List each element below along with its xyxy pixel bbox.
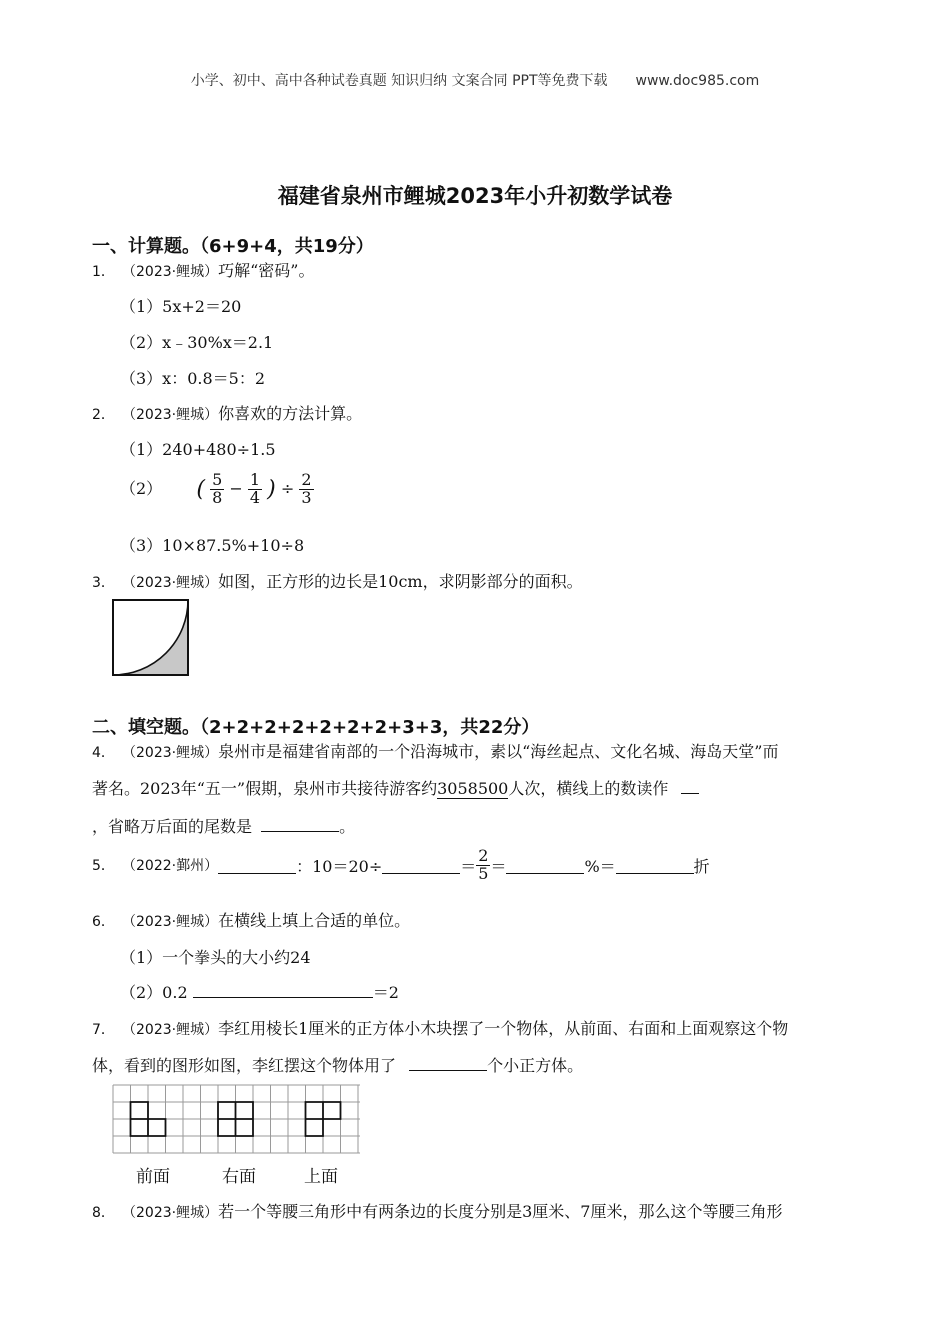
- square-quarter-circle-figure: [111, 598, 191, 678]
- numerator: 5: [212, 470, 223, 489]
- answer-blank[interactable]: [616, 857, 694, 874]
- view-label-front: 前面: [136, 1167, 170, 1187]
- question-number: 6．: [92, 914, 115, 930]
- view-label-top: 上面: [304, 1167, 338, 1187]
- question-text: ：10＝20÷: [296, 856, 383, 876]
- question-5: [92, 848, 710, 883]
- answer-blank[interactable]: [409, 1054, 487, 1071]
- question-4: [92, 739, 778, 762]
- question-text: 如图，正方形的边长是10cm，求阴影部分的面积。: [218, 572, 583, 591]
- question-1: [92, 258, 314, 281]
- question-source: （2023·鲤城）: [122, 264, 219, 280]
- fraction: [476, 848, 490, 883]
- q6-part-1: （1）一个拳头的大小约24: [120, 948, 311, 967]
- question-source: （2023·鲤城）: [122, 1205, 219, 1221]
- q2-part-2-label: （2）: [120, 478, 163, 498]
- question-number: 2．: [92, 407, 115, 423]
- question-number: 5．: [92, 858, 115, 875]
- question-source: （2022·鄞州）: [122, 858, 219, 875]
- header-site[interactable]: www.doc985.com: [635, 73, 760, 89]
- question-text: 巧解“密码”。: [218, 261, 315, 280]
- answer-blank[interactable]: [506, 857, 584, 874]
- question-source: （2023·鲤城）: [122, 745, 219, 761]
- question-text: 折: [693, 856, 710, 876]
- equals-sign: ＝: [460, 856, 477, 876]
- question-text: 个小正方体。: [487, 1056, 584, 1075]
- q1-part-1: （1）5x+2＝20: [120, 297, 242, 316]
- question-text: 著名。2023年“五一”假期，泉州市共接待游客约: [92, 779, 438, 798]
- minus-sign: −: [229, 478, 243, 498]
- question-3: [92, 569, 583, 592]
- question-4-line-2: [92, 776, 699, 799]
- answer-blank[interactable]: [382, 857, 460, 874]
- q1-part-3: （3）x：0.8＝5：2: [120, 369, 266, 388]
- question-7: [92, 1016, 788, 1039]
- paren-close: ): [267, 476, 276, 502]
- question-text: 人次，横线上的数读作: [508, 779, 669, 798]
- q2-part-3: （3）10×87.5%+10÷8: [120, 536, 305, 555]
- question-text: ，省略万后面的尾数是: [92, 817, 253, 836]
- answer-blank[interactable]: [218, 857, 296, 874]
- question-number: 3．: [92, 575, 115, 591]
- q1-part-2: （2）x﹣30%x＝2.1: [120, 333, 274, 352]
- numerator: 2: [301, 470, 312, 489]
- fraction: [210, 472, 224, 507]
- question-source: （2023·鲤城）: [122, 575, 219, 591]
- question-text: 你喜欢的方法计算。: [218, 404, 363, 423]
- numerator: 2: [478, 846, 489, 865]
- question-number: 1．: [92, 264, 115, 280]
- right-view-shape: [218, 1102, 253, 1136]
- top-view-shape: [306, 1102, 341, 1136]
- answer-blank[interactable]: [681, 777, 699, 794]
- question-text: 若一个等腰三角形中有两条边的长度分别是3厘米、7厘米，那么这个等腰三角形: [218, 1202, 783, 1221]
- q2-part-1: （1）240+480÷1.5: [120, 440, 276, 459]
- question-source: （2023·鲤城）: [122, 914, 219, 930]
- question-text: 体，看到的图形如图，李红摆这个物体用了: [92, 1056, 397, 1075]
- denominator: 3: [301, 487, 312, 507]
- question-source: （2023·鲤城）: [122, 407, 219, 423]
- fraction: [248, 472, 262, 507]
- question-number: 7．: [92, 1022, 115, 1038]
- divide-sign: ÷: [280, 478, 295, 498]
- answer-blank[interactable]: [193, 981, 373, 998]
- denominator: 4: [249, 487, 261, 507]
- question-8: [92, 1199, 782, 1222]
- q6-part-2: [120, 980, 399, 1003]
- numerator: 1: [249, 470, 261, 489]
- question-text: ＝2: [372, 983, 399, 1002]
- section-2-heading: 二、填空题。（2+2+2+2+2+2+2+3+3，共22分）: [92, 717, 540, 738]
- question-text: 泉州市是福建省南部的一个沿海城市，素以“海丝起点、文化名城、海岛天堂”而: [218, 742, 779, 761]
- denominator: 5: [478, 863, 489, 883]
- underlined-number: 3058500: [437, 779, 509, 798]
- question-6: [92, 908, 410, 931]
- paren-open: (: [196, 476, 205, 502]
- question-number: 4．: [92, 745, 115, 761]
- question-7-line-2: [92, 1053, 583, 1076]
- question-4-line-3: [92, 814, 355, 837]
- question-source: （2023·鲤城）: [122, 1022, 219, 1038]
- fraction: [299, 472, 313, 507]
- shaded-region: [113, 600, 188, 675]
- front-view-shape: [131, 1102, 166, 1136]
- page-title: 福建省泉州市鲤城2023年小升初数学试卷: [277, 184, 673, 208]
- view-label-right: 右面: [222, 1167, 256, 1187]
- question-text: （2）0.2: [120, 983, 188, 1002]
- equals-sign: ＝: [490, 856, 507, 876]
- question-text: 李红用棱长1厘米的正方体小木块摆了一个物体，从前面、右面和上面观察这个物: [218, 1019, 789, 1038]
- q2-part-2: [120, 472, 314, 507]
- question-number: 8．: [92, 1205, 115, 1221]
- question-2: [92, 401, 362, 424]
- question-text: 。: [339, 817, 356, 836]
- section-1-heading: 一、计算题。（6+9+4，共19分）: [92, 236, 374, 257]
- page-header: [0, 70, 950, 90]
- question-text: 在横线上填上合适的单位。: [218, 911, 411, 930]
- denominator: 8: [212, 487, 223, 507]
- header-text: 小学、初中、高中各种试卷真题 知识归纳 文案合同 PPT等免费下载: [190, 73, 608, 89]
- question-text: %＝: [584, 856, 616, 876]
- answer-blank[interactable]: [261, 815, 339, 832]
- three-view-grid-figure: [112, 1084, 362, 1156]
